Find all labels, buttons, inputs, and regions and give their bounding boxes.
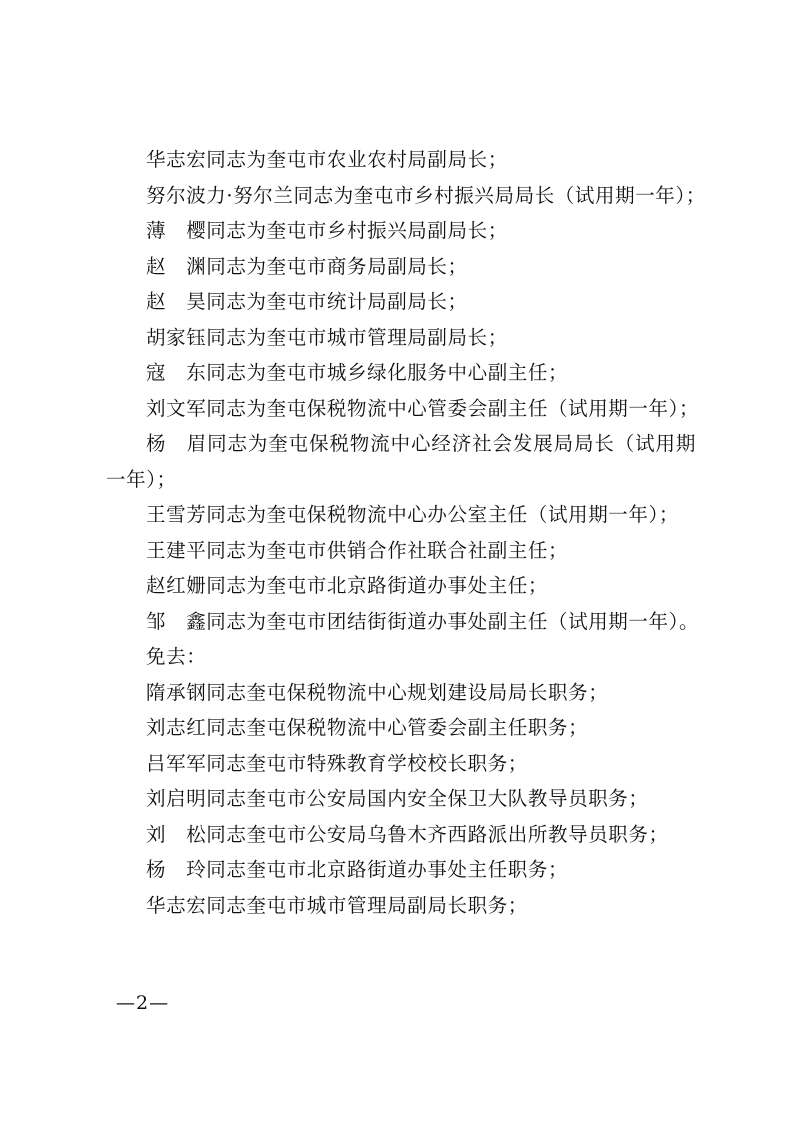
appointment-line: 胡家钰同志为奎屯市城市管理局副局长； <box>146 325 508 349</box>
dismissal-line: 刘启明同志奎屯市公安局国内安全保卫大队教导员职务； <box>146 787 649 810</box>
appointment-line: 华志宏同志为奎屯市农业农村局副局长； <box>146 148 508 171</box>
appointment-line: 王建平同志为奎屯市供销合作社联合社副主任； <box>146 538 569 562</box>
appointment-line: 薄 樱同志为奎屯市乡村振兴局副局长； <box>146 219 508 242</box>
dismissal-line: 华志宏同志奎屯市城市管理局副局长职务； <box>146 893 528 917</box>
appointment-line: 刘文军同志为奎屯保税物流中心管委会副主任（试用期一年）； <box>146 396 700 420</box>
dismissal-heading: 免去： <box>146 645 207 668</box>
appointment-line: 邹 鑫同志为奎屯市团结街街道办事处副主任（试用期一年）。 <box>146 609 700 633</box>
dismissal-line: 杨 玲同志奎屯市北京路街道办事处主任职务； <box>146 858 569 881</box>
appointment-line: 杨 眉同志为奎屯保税物流中心经济社会发展局局长（试用期一年）； <box>106 432 696 491</box>
document-body <box>106 142 706 923</box>
appointment-line: 王雪芳同志为奎屯保税物流中心办公室主任（试用期一年）； <box>146 503 679 526</box>
appointment-line: 赵 渊同志为奎屯市商务局副局长； <box>146 254 468 278</box>
dismissal-line: 吕军军同志奎屯市特殊教育学校校长职务； <box>146 751 528 775</box>
appointment-line: 寇 东同志为奎屯市城乡绿化服务中心副主任； <box>146 361 569 384</box>
dismissal-line: 隋承钢同志奎屯保税物流中心规划建设局局长职务； <box>146 680 609 704</box>
dismissal-line: 刘 松同志奎屯市公安局乌鲁木齐西路派出所教导员职务； <box>146 822 669 846</box>
page-number: —2— <box>116 992 170 1014</box>
dismissal-line: 刘志红同志奎屯保税物流中心管委会副主任职务； <box>146 716 589 739</box>
appointment-line: 赵红姗同志为奎屯市北京路街道办事处主任； <box>146 574 549 597</box>
appointment-line: 赵 昊同志为奎屯市统计局副局长； <box>146 290 468 313</box>
appointment-line: 努尔波力·努尔兰同志为奎屯市乡村振兴局局长（试用期一年）； <box>146 183 706 207</box>
